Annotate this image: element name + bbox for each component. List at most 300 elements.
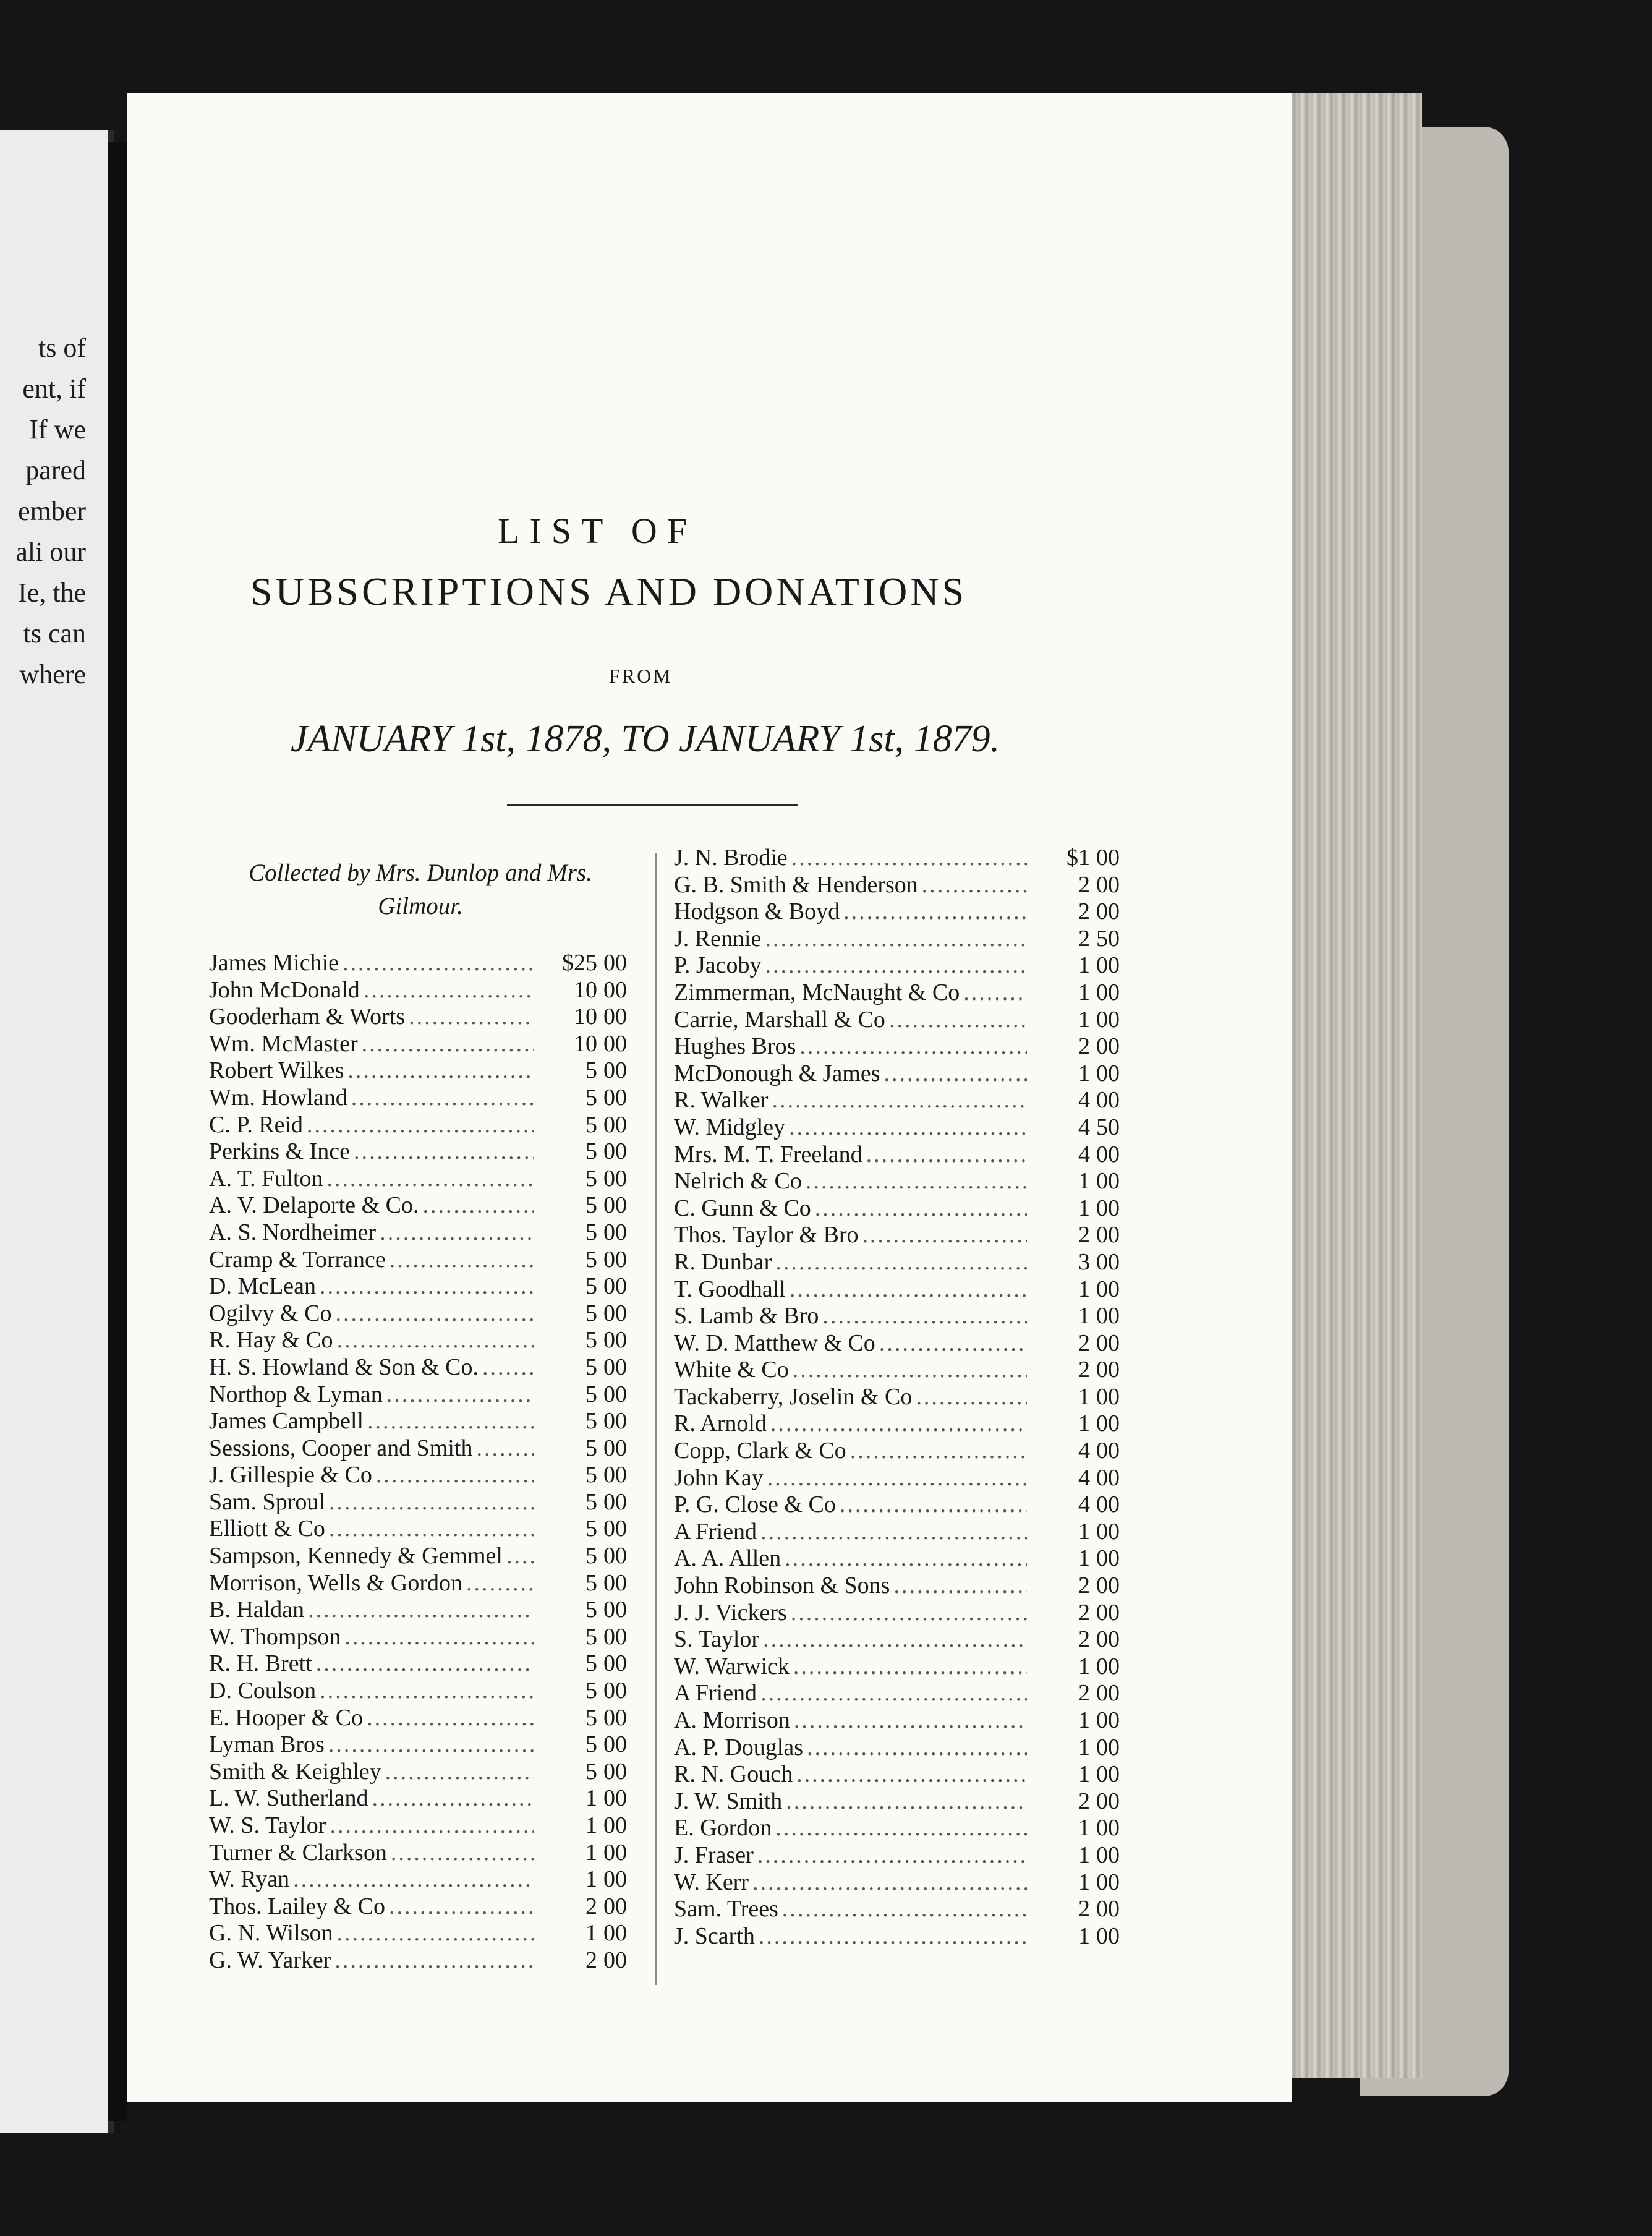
dot-leader — [409, 1003, 534, 1030]
dot-leader — [347, 1057, 534, 1084]
subscription-entry — [209, 1219, 642, 1246]
amount-dollars: 2 — [1078, 1572, 1090, 1599]
amount-cents: 00 — [603, 1650, 627, 1677]
dot-leader — [775, 1814, 1027, 1841]
book-gutter — [108, 142, 127, 2121]
subscription-entry — [674, 1437, 1135, 1464]
amount-cents: 00 — [1096, 845, 1120, 871]
subscription-entry — [209, 1381, 642, 1408]
subscription-entry — [209, 1650, 642, 1677]
amount-dollars: 5 — [585, 1516, 597, 1542]
subscriber-name: A. Morrison — [674, 1707, 790, 1733]
subscription-entry — [209, 1515, 642, 1542]
subscription-entry — [674, 1734, 1135, 1761]
amount-dollars: 2 — [1078, 1329, 1090, 1356]
amount-dollars: 2 — [1078, 1680, 1090, 1707]
subscriber-name: John McDonald — [209, 976, 360, 1003]
dot-leader — [884, 1060, 1027, 1087]
subscription-entry — [209, 1919, 642, 1947]
subscriber-name: A. P. Douglas — [674, 1734, 804, 1760]
dot-leader — [343, 949, 534, 976]
subscription-entry — [674, 1518, 1135, 1545]
dot-leader — [308, 1596, 534, 1623]
dot-leader — [367, 1407, 534, 1435]
subscriber-name: J. Rennie — [674, 925, 762, 952]
subscription-entry — [674, 1814, 1135, 1841]
amount-cents: 00 — [1096, 1922, 1120, 1949]
subscriber-name: J. Fraser — [674, 1841, 754, 1868]
dot-leader — [782, 1895, 1027, 1922]
amount-cents: 00 — [603, 1569, 627, 1596]
amount-cents: 00 — [603, 1246, 627, 1273]
dot-leader — [466, 1569, 534, 1597]
facing-page-text — [15, 328, 86, 695]
subscription-entry — [209, 1165, 642, 1192]
subscriber-name: W. Thompson — [209, 1623, 341, 1650]
left-subscriptions-list — [209, 949, 642, 1974]
subscription-entry — [674, 1141, 1135, 1168]
amount-cents: 00 — [1096, 898, 1120, 925]
amount-cents: 00 — [1096, 1006, 1120, 1033]
amount-cents: 00 — [603, 1488, 627, 1515]
amount-cents: 00 — [603, 1920, 627, 1947]
subscriber-name: R. Walker — [674, 1087, 769, 1114]
subscriber-name: A. A. Allen — [674, 1545, 781, 1572]
amount-cents: 00 — [603, 1327, 627, 1354]
amount-dollars: 1 — [1078, 1734, 1090, 1760]
page-edges — [1274, 93, 1422, 2078]
dot-leader — [793, 1653, 1027, 1680]
subscription-entry — [674, 1383, 1135, 1410]
subscription-entry — [674, 1922, 1135, 1950]
dot-leader — [293, 1866, 534, 1893]
dot-leader — [765, 925, 1027, 952]
subscription-entry — [674, 925, 1135, 952]
amount-dollars: 1 — [1078, 1815, 1090, 1841]
subscriber-name: Smith & Keighley — [209, 1758, 381, 1785]
dot-leader — [386, 1381, 534, 1408]
facing-line: ts of — [38, 333, 86, 363]
subscriber-name: C. Gunn & Co — [674, 1195, 811, 1221]
subscription-entry — [209, 1488, 642, 1516]
dot-leader — [320, 1273, 534, 1300]
subscriber-name: R. Hay & Co — [209, 1327, 333, 1354]
amount-dollars: 1 — [1078, 979, 1090, 1005]
amount-cents: 00 — [1096, 1329, 1120, 1356]
dot-leader — [391, 1839, 534, 1866]
amount-dollars: 10 — [574, 976, 597, 1003]
amount-dollars: 3 — [1078, 1248, 1090, 1275]
amount-cents: 00 — [603, 1354, 627, 1380]
amount-dollars: 1 — [1078, 1195, 1090, 1221]
dot-leader — [329, 1515, 534, 1542]
subscriber-name: Nelrich & Co — [674, 1168, 802, 1195]
dot-leader — [772, 1086, 1027, 1114]
subscription-entry — [209, 976, 642, 1004]
amount-dollars: 4 — [1078, 1491, 1090, 1518]
subscriber-name: R. Dunbar — [674, 1248, 772, 1275]
subscriber-name: D. McLean — [209, 1273, 317, 1300]
subscriber-name: W. D. Matthew & Co — [674, 1329, 875, 1356]
amount-cents: 00 — [1096, 1033, 1120, 1060]
amount-cents: 00 — [603, 1111, 627, 1138]
subscription-entry — [674, 1841, 1135, 1869]
dot-leader — [866, 1141, 1027, 1168]
amount-dollars: 5 — [585, 1165, 597, 1192]
amount-cents: 00 — [1096, 1680, 1120, 1707]
subscription-entry — [209, 1192, 642, 1219]
amount-cents: 00 — [1096, 1491, 1120, 1518]
subscriber-name: Sam. Trees — [674, 1896, 778, 1922]
amount-cents: 00 — [603, 950, 627, 976]
dot-leader — [320, 1677, 534, 1704]
amount-cents: 00 — [603, 1381, 627, 1407]
amount-cents: 00 — [1096, 1141, 1120, 1167]
dot-leader — [822, 1302, 1027, 1329]
amount-dollars: $25 — [562, 950, 597, 976]
amount-cents: 00 — [1096, 1653, 1120, 1679]
subscriber-name: Tackaberry, Joselin & Co — [674, 1383, 913, 1410]
dot-leader — [506, 1542, 534, 1569]
subscriber-name: J. W. Smith — [674, 1788, 783, 1814]
amount-cents: 00 — [1096, 1545, 1120, 1572]
amount-dollars: 1 — [1078, 952, 1090, 979]
subscriber-name: P. Jacoby — [674, 952, 762, 979]
amount-dollars: 5 — [585, 1678, 597, 1704]
subscription-entry — [209, 1758, 642, 1785]
subscriber-name: S. Lamb & Bro — [674, 1303, 819, 1329]
subscription-entry — [209, 1893, 642, 1920]
amount-dollars: 5 — [585, 1569, 597, 1596]
amount-cents: 00 — [1096, 1410, 1120, 1437]
subscriber-name: B. Haldan — [209, 1597, 305, 1623]
amount-cents: 00 — [1096, 1626, 1120, 1653]
dot-leader — [770, 1410, 1027, 1437]
subscriber-name: R. N. Gouch — [674, 1761, 793, 1788]
amount-cents: 50 — [1096, 1114, 1120, 1140]
amount-dollars: 5 — [585, 1623, 597, 1650]
heading-date-range: JANUARY 1st, 1878, TO JANUARY 1st, 1879. — [291, 718, 1000, 760]
dot-leader — [775, 1248, 1027, 1276]
amount-cents: 00 — [603, 1866, 627, 1893]
amount-dollars: 1 — [585, 1812, 597, 1838]
dot-leader — [862, 1221, 1027, 1248]
subscription-entry — [209, 1084, 642, 1111]
amount-cents: 00 — [1096, 1248, 1120, 1275]
amount-dollars: 1 — [1078, 1410, 1090, 1437]
subscriber-name: W. Kerr — [674, 1869, 749, 1895]
subscriber-name: Sessions, Cooper and Smith — [209, 1435, 473, 1461]
subscription-entry — [674, 1895, 1135, 1922]
column-divider — [655, 853, 657, 1985]
subscriber-name: Copp, Clark & Co — [674, 1438, 846, 1464]
subscriber-name: G. N. Wilson — [209, 1920, 333, 1947]
subscription-entry — [209, 1731, 642, 1758]
subscription-entry — [674, 1760, 1135, 1788]
subscriber-name: Wm. Howland — [209, 1084, 347, 1111]
amount-dollars: 2 — [1078, 1033, 1090, 1060]
facing-line: If we — [29, 414, 86, 445]
subscription-entry — [209, 1246, 642, 1273]
subscriber-name: A. V. Delaporte & Co. — [209, 1192, 419, 1219]
amount-dollars: 2 — [1078, 1222, 1090, 1248]
subscription-entry — [209, 1326, 642, 1354]
subscriber-name: A. T. Fulton — [209, 1165, 323, 1192]
amount-dollars: 5 — [585, 1597, 597, 1623]
amount-dollars: 5 — [585, 1650, 597, 1677]
amount-cents: 00 — [1096, 1572, 1120, 1599]
amount-dollars: 5 — [585, 1543, 597, 1569]
subscription-entry — [674, 1195, 1135, 1222]
amount-cents: 00 — [603, 1165, 627, 1192]
amount-cents: 00 — [1096, 1896, 1120, 1922]
amount-dollars: 5 — [585, 1300, 597, 1326]
amount-dollars: 5 — [585, 1327, 597, 1354]
dot-leader — [791, 1599, 1027, 1626]
amount-dollars: 4 — [1078, 1114, 1090, 1140]
amount-dollars: 2 — [1078, 1896, 1090, 1922]
subscriber-name: J. Gillespie & Co — [209, 1462, 372, 1488]
heading-rule — [507, 804, 798, 806]
amount-cents: 00 — [1096, 1438, 1120, 1464]
dot-leader — [790, 1276, 1027, 1303]
subscription-entry — [674, 1033, 1135, 1060]
amount-dollars: 4 — [1078, 1464, 1090, 1491]
amount-dollars: 5 — [585, 1435, 597, 1461]
subscriber-name: Mrs. M. T. Freeland — [674, 1141, 862, 1167]
amount-cents: 00 — [603, 1219, 627, 1245]
amount-cents: 00 — [1096, 1222, 1120, 1248]
subscription-entry — [209, 949, 642, 976]
amount-cents: 00 — [1096, 1168, 1120, 1195]
amount-cents: 00 — [1096, 1734, 1120, 1760]
amount-cents: 00 — [1096, 871, 1120, 898]
dot-leader — [785, 1545, 1027, 1572]
amount-dollars: 2 — [1078, 871, 1090, 898]
subscriber-name: Turner & Clarkson — [209, 1839, 387, 1866]
amount-cents: 00 — [603, 1893, 627, 1919]
amount-dollars: 5 — [585, 1138, 597, 1165]
dot-leader — [759, 1922, 1027, 1950]
amount-dollars: 1 — [585, 1866, 597, 1893]
subscription-entry — [209, 1704, 642, 1731]
subscription-entry — [209, 1569, 642, 1597]
amount-cents: 00 — [1096, 1869, 1120, 1895]
subscription-entry — [674, 1086, 1135, 1114]
subscription-entry — [209, 1839, 642, 1866]
subscription-entry — [209, 1273, 642, 1300]
subscriber-name: Sampson, Kennedy & Gemmel — [209, 1543, 503, 1569]
amount-dollars: 5 — [585, 1084, 597, 1111]
amount-dollars: $1 — [1067, 845, 1090, 871]
amount-dollars: 2 — [585, 1947, 597, 1973]
subscriber-name: L. W. Sutherland — [209, 1785, 368, 1812]
dot-leader — [922, 871, 1027, 898]
amount-dollars: 5 — [585, 1381, 597, 1407]
subscription-entry — [209, 1003, 642, 1030]
subscriber-name: W. Ryan — [209, 1866, 290, 1893]
subscriber-name: Cramp & Torrance — [209, 1246, 386, 1273]
subscriber-name: R. Arnold — [674, 1410, 767, 1437]
subscription-entry — [209, 1866, 642, 1893]
amount-cents: 00 — [603, 1785, 627, 1812]
amount-cents: 00 — [603, 1273, 627, 1300]
subscription-entry — [209, 1947, 642, 1974]
subscription-entry — [674, 844, 1135, 871]
subscription-entry — [209, 1623, 642, 1650]
amount-cents: 00 — [603, 1623, 627, 1650]
amount-cents: 00 — [603, 1516, 627, 1542]
subscriber-name: Morrison, Wells & Gordon — [209, 1569, 463, 1596]
subscriber-name: J. Scarth — [674, 1922, 755, 1949]
subscriber-name: S. Taylor — [674, 1626, 760, 1653]
amount-cents: 00 — [1096, 1518, 1120, 1545]
amount-dollars: 1 — [1078, 1060, 1090, 1086]
heading-list-of: LIST OF — [498, 511, 697, 551]
dot-leader — [799, 1033, 1027, 1060]
dot-leader — [765, 952, 1027, 979]
subscription-entry — [674, 1060, 1135, 1087]
dot-leader — [789, 1114, 1027, 1141]
subscriber-name: J. J. Vickers — [674, 1599, 787, 1626]
dot-leader — [376, 1461, 534, 1488]
subscription-entry — [209, 1812, 642, 1839]
amount-dollars: 1 — [1078, 1383, 1090, 1410]
subscription-entry — [674, 1248, 1135, 1276]
amount-dollars: 1 — [1078, 1707, 1090, 1733]
amount-dollars: 2 — [1078, 1788, 1090, 1814]
subscription-entry — [209, 1407, 642, 1435]
amount-cents: 00 — [603, 976, 627, 1003]
amount-cents: 00 — [603, 1084, 627, 1111]
subscriber-name: G. B. Smith & Henderson — [674, 871, 918, 898]
amount-dollars: 5 — [585, 1731, 597, 1758]
subscription-entry — [674, 1302, 1135, 1329]
subscription-entry — [674, 1869, 1135, 1896]
dot-leader — [344, 1623, 534, 1650]
dot-leader — [307, 1111, 534, 1138]
subscriber-name: A Friend — [674, 1518, 757, 1545]
amount-dollars: 1 — [585, 1920, 597, 1947]
amount-dollars: 10 — [574, 1004, 597, 1030]
subscription-entry — [674, 1114, 1135, 1141]
amount-cents: 00 — [603, 1192, 627, 1219]
dot-leader — [807, 1734, 1027, 1761]
subscriber-name: E. Hooper & Co — [209, 1704, 364, 1731]
subscriber-name: R. H. Brett — [209, 1650, 312, 1677]
amount-dollars: 5 — [585, 1057, 597, 1084]
amount-dollars: 4 — [1078, 1438, 1090, 1464]
subscriber-name: John Robinson & Sons — [674, 1572, 890, 1599]
subscription-entry — [209, 1596, 642, 1623]
dot-leader — [390, 1246, 534, 1273]
subscription-entry — [674, 1276, 1135, 1303]
dot-leader — [326, 1165, 534, 1192]
dot-leader — [351, 1084, 534, 1111]
amount-dollars: 5 — [585, 1758, 597, 1785]
subscriber-name: A Friend — [674, 1680, 757, 1707]
subscription-entry — [674, 1410, 1135, 1437]
amount-dollars: 1 — [1078, 1006, 1090, 1033]
dot-leader — [843, 898, 1027, 925]
amount-cents: 00 — [603, 1597, 627, 1623]
subscription-entry — [209, 1785, 642, 1812]
dot-leader — [963, 979, 1027, 1006]
subscriber-name: W. Warwick — [674, 1653, 790, 1679]
amount-cents: 00 — [1096, 1464, 1120, 1491]
subscription-entry — [209, 1461, 642, 1488]
subscription-entry — [674, 1572, 1135, 1599]
subscriber-name: W. Midgley — [674, 1114, 786, 1140]
subscription-entry — [209, 1542, 642, 1569]
amount-cents: 00 — [1096, 1060, 1120, 1086]
subscriber-name: James Campbell — [209, 1408, 364, 1435]
amount-dollars: 4 — [1078, 1087, 1090, 1114]
subscriber-name: Ogilvy & Co — [209, 1300, 332, 1326]
heading-subscriptions: SUBSCRIPTIONS AND DONATIONS — [250, 570, 968, 613]
dot-leader — [752, 1869, 1027, 1896]
amount-cents: 00 — [603, 1704, 627, 1731]
amount-dollars: 1 — [1078, 1168, 1090, 1195]
amount-dollars: 5 — [585, 1111, 597, 1138]
subscription-entry — [209, 1435, 642, 1462]
amount-cents: 00 — [603, 1462, 627, 1488]
dot-leader — [389, 1893, 534, 1920]
amount-dollars: 1 — [585, 1839, 597, 1866]
dot-leader — [328, 1731, 534, 1758]
dot-leader — [840, 1491, 1027, 1518]
amount-cents: 00 — [1096, 979, 1120, 1005]
amount-cents: 00 — [603, 1947, 627, 1973]
amount-dollars: 5 — [585, 1246, 597, 1273]
amount-dollars: 5 — [585, 1273, 597, 1300]
amount-cents: 00 — [1096, 1788, 1120, 1814]
amount-dollars: 1 — [1078, 1761, 1090, 1788]
amount-dollars: 5 — [585, 1462, 597, 1488]
dot-leader — [794, 1707, 1027, 1734]
dot-leader — [354, 1138, 534, 1165]
subscriber-name: C. P. Reid — [209, 1111, 304, 1138]
amount-dollars: 1 — [1078, 1303, 1090, 1329]
amount-dollars: 5 — [585, 1704, 597, 1731]
subscriber-name: Lyman Bros — [209, 1731, 325, 1758]
dot-leader — [916, 1383, 1027, 1410]
amount-dollars: 1 — [1078, 1518, 1090, 1545]
subscriber-name: Zimmerman, McNaught & Co — [674, 979, 960, 1005]
subscriber-name: McDonough & James — [674, 1060, 880, 1086]
amount-dollars: 5 — [585, 1219, 597, 1245]
right-subscriptions-list — [674, 844, 1135, 1949]
subscriber-name: H. S. Howland & Son & Co. — [209, 1354, 479, 1380]
subscriber-name: James Michie — [209, 950, 339, 976]
amount-cents: 00 — [603, 1138, 627, 1165]
dot-leader — [423, 1192, 534, 1219]
amount-cents: 00 — [603, 1057, 627, 1084]
amount-cents: 00 — [603, 1812, 627, 1838]
amount-dollars: 1 — [1078, 1653, 1090, 1679]
subscription-entry — [674, 1626, 1135, 1653]
dot-leader — [791, 844, 1027, 871]
amount-cents: 00 — [603, 1030, 627, 1057]
heading-from: FROM — [609, 665, 673, 687]
amount-cents: 00 — [1096, 1841, 1120, 1868]
amount-cents: 00 — [1096, 1707, 1120, 1733]
subscriber-name: John Kay — [674, 1464, 764, 1491]
amount-cents: 00 — [1096, 1357, 1120, 1383]
dot-leader — [334, 1947, 534, 1974]
subscriber-name: Perkins & Ince — [209, 1138, 350, 1165]
amount-dollars: 2 — [1078, 1599, 1090, 1626]
